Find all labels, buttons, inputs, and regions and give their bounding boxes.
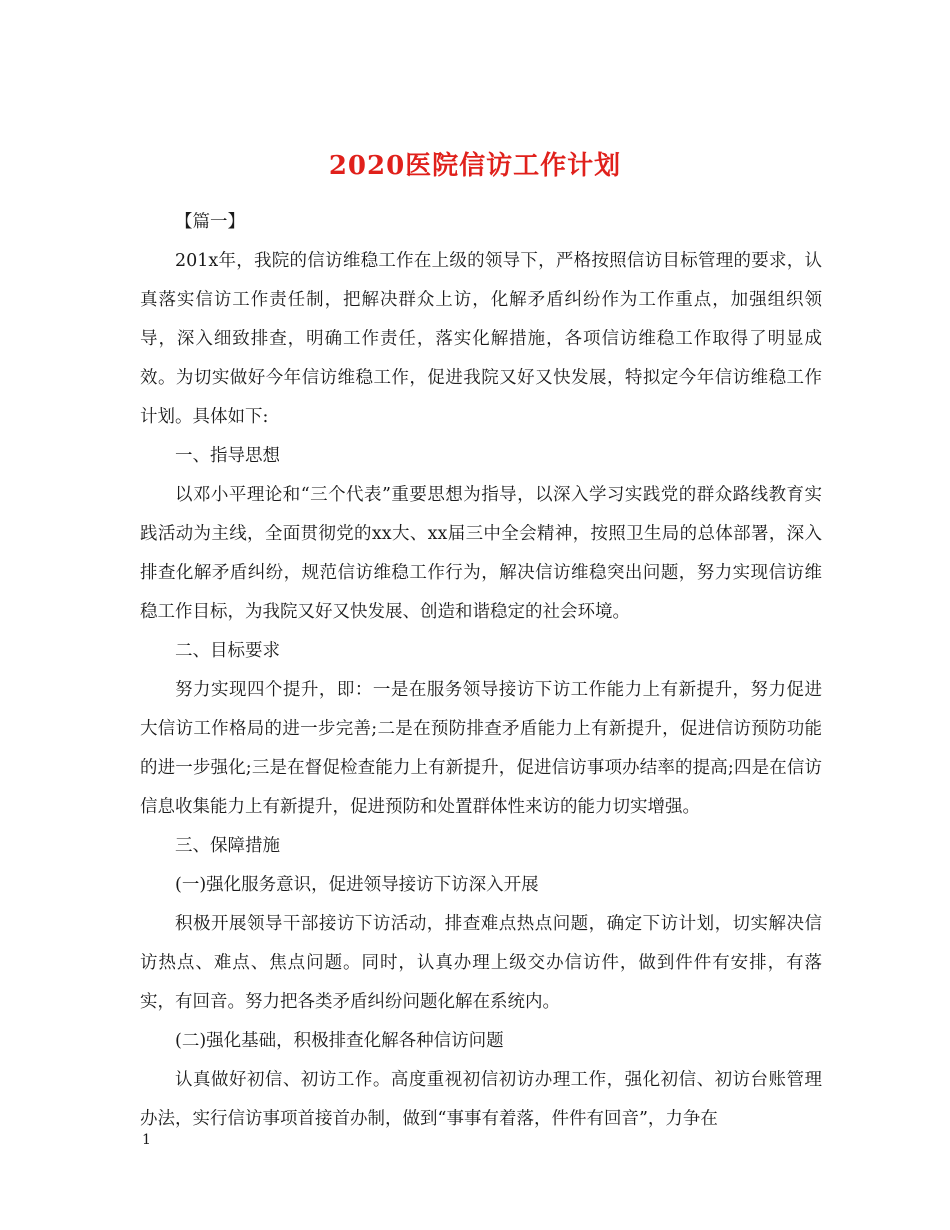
strengthen-foundation-paragraph: 认真做好初信、初访工作。高度重视初信初访办理工作，强化初信、初访台账管理办法，实行信访事项首接首办制，做到“事事有着落，件件有回音”，力争在	[140, 1070, 822, 1129]
subheading-service-awareness: (一)强化服务意识，促进领导接访下访深入开展	[175, 875, 539, 895]
heading-safeguard-measures: 三、保障措施	[175, 836, 280, 856]
document-body	[140, 203, 822, 1139]
intro-paragraph: 201x年，我院的信访维稳工作在上级的领导下，严格按照信访目标管理的要求，认真落实信访工作责任制，把解决群众上访，化解矛盾纠纷作为工作重点，加强组织领导，深入细致排查，明确工作责任，落实化解措施，各项信访维稳工作取得了明显成效。为切实做好今年信访维稳工作，促进我院又好又快发展，特拟定今年信访维稳工作计划。具体如下:	[140, 251, 822, 427]
page-title: 2020医院信访工作计划	[328, 151, 622, 182]
service-awareness-paragraph: 积极开展领导干部接访下访活动，排查难点热点问题，确定下访计划，切实解决信访热点、难点、焦点问题。同时，认真办理上级交办信访件，做到件件有安排，有落实，有回音。努力把各类矛盾纠纷问题化解在系统内。	[140, 914, 822, 1012]
section-label: 【篇一】	[175, 212, 245, 232]
heading-target-requirements: 二、目标要求	[175, 641, 280, 661]
guiding-ideology-paragraph: 以邓小平理论和“三个代表”重要思想为指导，以深入学习实践党的群众路线教育实践活动为主线，全面贯彻党的xx大、xx届三中全会精神，按照卫生局的总体部署，深入排查化解矛盾纠纷，规范信访维稳工作行为，解决信访维稳突出问题，努力实现信访维稳工作目标，为我院又好又快发展、创造和谐稳定的社会环境。	[140, 485, 822, 622]
page-number: 1	[142, 1132, 151, 1148]
target-requirements-paragraph: 努力实现四个提升，即：一是在服务领导接访下访工作能力上有新提升，努力促进大信访工作格局的进一步完善;二是在预防排查矛盾能力上有新提升，促进信访预防功能的进一步强化;三是在督促检查能力上有新提升，促进信访事项办结率的提高;四是在信访信息收集能力上有新提升，促进预防和处置群体性来访的能力切实增强。	[140, 680, 822, 817]
subheading-strengthen-foundation: (二)强化基础，积极排查化解各种信访问题	[175, 1031, 504, 1051]
heading-guiding-ideology: 一、指导思想	[175, 446, 280, 466]
